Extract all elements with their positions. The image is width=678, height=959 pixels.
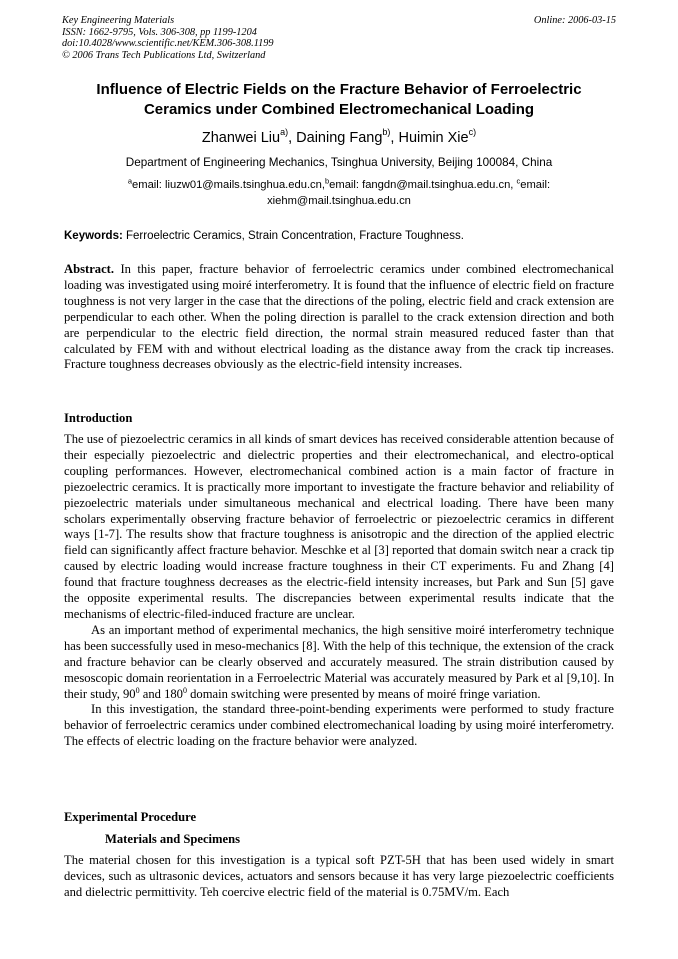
email-mark: a: [127, 176, 133, 186]
author-name: Huimin Xie: [398, 130, 469, 146]
journal-name: Key Engineering Materials: [62, 15, 175, 26]
journal-issn: ISSN: 1662-9795, Vols. 306-308, pp 1199-1204: [62, 26, 257, 38]
degree-superscript: 0: [182, 685, 187, 695]
paragraph-text: domain switching were presented by means of moiré fringe variation.: [186, 686, 541, 701]
subsection-heading-materials: Materials and Specimens: [105, 832, 241, 846]
author-separator: ,: [288, 130, 297, 146]
introduction-body: [64, 432, 614, 750]
author-separator: ,: [390, 130, 399, 146]
paper-title: Influence of Electric Fields on the Fracture Behavior of Ferroelectric Ceramics under Combined Electromechanical Loading: [96, 81, 582, 118]
author-mark: b): [382, 127, 391, 138]
paragraph: In this investigation, the standard three-point-bending experiments were performed to study fracture behavior of ferroelectric ceramics under combined electromechanical loading by using moiré interferometry. The effects of electric loading on the fracture behavior were analyzed.: [64, 702, 614, 749]
paragraph: [64, 623, 614, 703]
abstract: [64, 262, 614, 373]
abstract-text: In this paper, fracture behavior of ferroelectric ceramics under combined electromechanical loading was investigated using moiré interferometry. It is found that the influence of electric field on fracture toughness is not very larger in the case that the directions of the poling, electric field and crack extension are perpendicular to each other. When the poling direction is parallel to the crack extension direction and both are perpendicular to the electric field direction, the normal strain measured reduced faster than that calculated by FEM with and without electrical loading as the distance away from the crack tip increases. Fracture toughness decreases obviously as the electric-field intensity increases.: [64, 262, 614, 372]
author-name: Zhanwei Liu: [201, 130, 281, 146]
paragraph: The use of piezoelectric ceramics in all kinds of smart devices has received considerable attention because of their especially piezoelectric and dielectric properties and their electromechanical, and electro-optical coupling performances. However, electromechanical combined action is a main factor of fracture in piezoelectric ceramics. It is practically more important to investigate the fracture behavior and reliability of piezoelectric materials under simultaneous mechanical and electrical loading. There have been many scholars experimentally observing fracture behavior of ferroelectric or piezoelectric ceramics in different ways [1-7]. The results show that fracture toughness is anisotropic and the direction of the applied electric field can significantly affect fracture behavior. Meschke et al [3] reported that domain switch near a crack tip caused by electric loading would increase fracture toughness in their CT experiments. Fu and Zhang [4] found that fracture toughness decreases as the electric-field intensity increases, but Park and Sun [5] gave the opposite experimental results. The discrepancies between experimental results indicate that the mechanisms of electric-filed-induced fracture are unclear.: [64, 432, 614, 621]
keywords-line: [64, 228, 618, 244]
email-list: [80, 177, 598, 209]
paragraph-text: and 180: [139, 686, 183, 701]
degree-superscript: 0: [135, 685, 140, 695]
author-mark: a): [280, 127, 289, 138]
journal-header: [62, 15, 616, 61]
journal-copyright: © 2006 Trans Tech Publications Ltd, Switzerland: [62, 49, 266, 61]
email-mark: b: [324, 176, 330, 186]
email-address[interactable]: email: liuzw01@mails.tsinghua.edu.cn,: [132, 179, 325, 191]
abstract-label: Abstract.: [64, 262, 115, 276]
section-heading-experimental: Experimental Procedure: [64, 810, 197, 824]
keywords-label: Keywords:: [64, 230, 123, 242]
section-heading-introduction: Introduction: [64, 411, 133, 425]
paragraph-text: As an important method of experimental mechanics, the high sensitive moiré interferometry technique has been successfully used in meso-mechanics [8]. With the help of this technique, the extension of the crack and fracture behavior can be clearly observed and accurately measured. The strain distribution caused by mesoscopic domain reorientation in a Ferroelectric Material was accurately measured by Park et al [9,10]. In their study, 90: [64, 622, 614, 701]
affiliation: Department of Engineering Mechanics, Tsinghua University, Beijing 100084, China: [125, 156, 553, 169]
online-date: Online: 2006-03-15: [533, 15, 616, 26]
journal-doi: doi:10.4028/www.scientific.net/KEM.306-308.1199: [62, 38, 274, 49]
email-address[interactable]: email: fangdn@mail.tsinghua.edu.cn,: [329, 179, 517, 191]
materials-paragraph: The material chosen for this investigation is a typical soft PZT-5H that has been used widely in smart devices, such as ultrasonic devices, actuators and sensors because it has very large piezoelectric coefficients and dielectric permittivity. Teh coercive electric field of the material is 0.75MV/m. Each: [64, 853, 614, 899]
author-mark: c): [468, 127, 477, 138]
author-list: [62, 128, 616, 148]
email-mark: c: [516, 176, 521, 186]
email-address[interactable]: email: xiehm@mail.tsinghua.edu.cn: [267, 179, 551, 207]
author-name: Daining Fang: [296, 130, 383, 146]
keywords-text: Ferroelectric Ceramics, Strain Concentration, Fracture Toughness.: [122, 230, 464, 242]
